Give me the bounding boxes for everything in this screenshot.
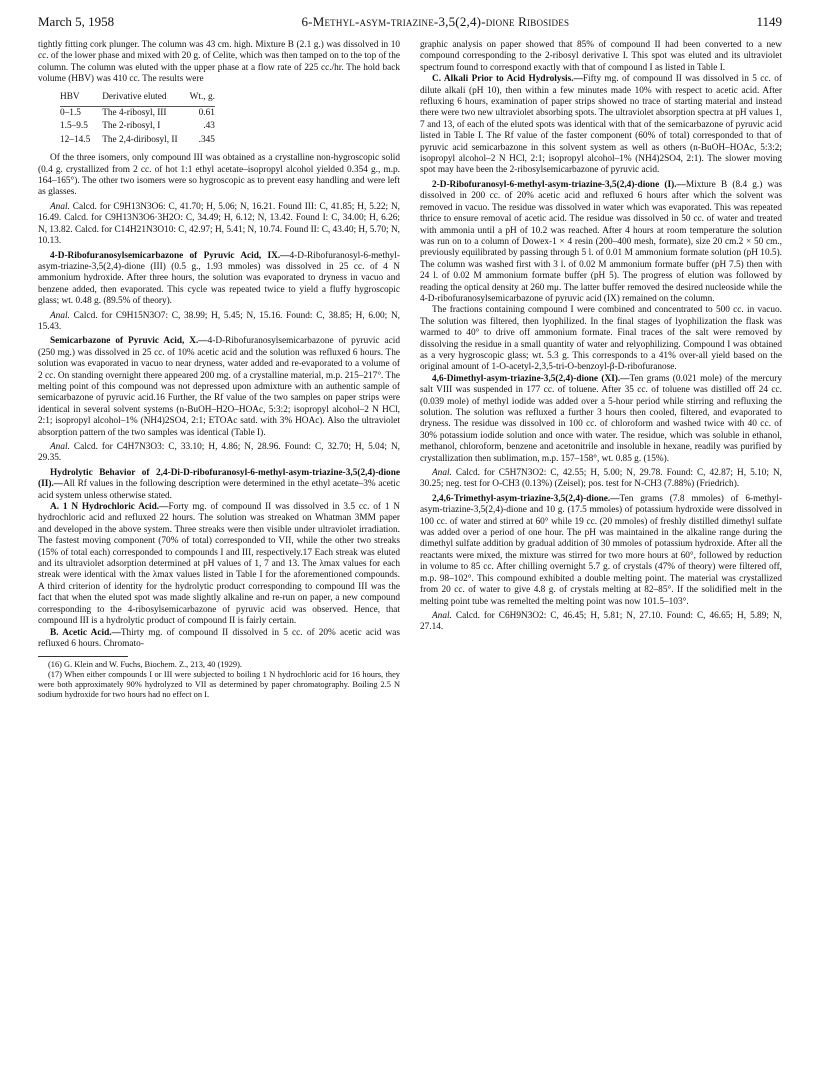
section-heading: C. Alkali Prior to Acid Hydrolysis.— [432,74,583,85]
table-cell: 12–14.5 [60,134,91,145]
table-row [60,120,215,133]
paragraph-fractions: The fractions containing compound I were combined and concentrated to 500 cc. in vacuo. The solution was filtered, then lyophilized. In the final stages of lyophilization the flask was warmed to 40° to drive off ammonium formate. Final traces of the salt were removed by dissolving the residue in a small quantity of water and relyophilizing. Compound I was obtained as a very hygroscopic glass; wt. 5.3 g. This corresponds to a 41% over-all yield based on the original amount of 1-O-acetyl-2,3,5-tri-O-benzoyl-β-D-ribofuranose. [420,305,782,373]
section-heading: 2,4,6-Trimethyl-asym-triazine-3,5(2,4)-dione.— [432,493,620,504]
analysis-block [420,611,782,634]
analysis-label: Anal. [432,468,452,479]
paragraph-column-intro: tightly fitting cork plunger. The column was 43 cm. high. Mixture B (2.1 g.) was dissolved in 10 cc. of the lower phase and mixed with 20 g. of Celite, which was then tamped on to the top of the column. The column was eluted with the upper phase at a flow rate of 225 cc./hr. The hold back volume (HBV) was 410 cc. The results were [38,40,400,85]
right-column [420,40,782,634]
analysis-values: Calcd. for C9H13N3O6: C, 41.70; H, 5.06; N, 16.21. Found III: C, 41.85; H, 5.22; N, 16.49. Calcd. for C9H13N3O6·3H2O: C, 34.49; H, 6.12; N, 13.42. Found I: C, 34.00; H, 6.26; N, 13.82. Calcd. for C14H21N3O10: C, 42.97; H, 5.41; N, 10.74. Found II: C, 43.40; H, 5.70; N, 10.13. [38,201,401,247]
section-ribofuranosylsemicarbazone [38,251,400,308]
analysis-values: Calcd. for C6H9N3O2: C, 46.45; H, 5.81; N, 27.10. Found: C, 46.65; H, 5.89; N, 27.14. [420,610,782,633]
section-body: All Rf values in the following description were determined in the ethyl acetate–3% acetic acid system unless otherwise stated. [38,479,400,501]
section-heading: Hydrolytic Behavior of 2,4-Di-D-ribofuranosyl-6-methyl-asym-triazine-3,5(2,4)-dione (II).— [38,467,400,490]
footnote-17: (17) When either compounds I or III were subjected to boiling 1 N hydrochloric acid for 16 hours, they were both approximately 90% hydrolyzed to VII as determined by paper chromatography. Boiling 2.5 N sodium hydroxide for two hours had no effect on I. [38,670,400,700]
table-cell: 0.61 [198,108,215,119]
section-body: Thirty mg. of compound II dissolved in 5 cc. of 20% acetic acid was refluxed 6 hours. Chromato- [38,627,400,649]
table-header-cell: Wt., g. [190,92,215,107]
section-heading: A. 1 N Hydrochloric Acid.— [50,502,169,513]
paragraph-column-continued: graphic analysis on paper showed that 85% of compound II had been converted to a new compound corresponding to the 2-ribosyl derivative I. This spot was eluted and its ultraviolet spectrum found to correspond exactly with that of compound I as listed in Table I. [420,40,782,73]
analysis-block [420,468,782,491]
section-semicarbazone-pyruvic-acid [38,336,400,439]
table-cell: .43 [203,121,215,132]
table-cell: 0–1.5 [60,108,81,119]
analysis-label: Anal. [50,201,70,212]
analysis-values: Calcd. for C4H7N3O3: C, 33.10; H, 4.86; N, 28.96. Found: C, 32.70; H, 5.04; N, 29.35. [38,442,400,464]
section-dimethyl-triazinedione [420,374,782,465]
section-heading: 4,6-Dimethyl-asym-triazine-3,5(2,4)-dione (XI).— [432,373,630,384]
footnote-divider [38,656,128,657]
section-body: Forty mg. of compound II was dissolved in 3.5 cc. of 1 N hydrochloric acid and refluxed 22 hours. The solution was streaked on Whatman 3MM paper and developed in the above system. Three streaks were then visible under ultraviolet irradiation. The fastest moving component (70% of total) corresponded to VII, while the other two streaks (15% of total each) corresponded to compounds I and III, respectively.17 Each streak was eluted and its ultraviolet adsorption determined at pH values of 1, 7 and 13. The λmax values for each streak were identical with the λmax values listed in Table I for the aforementioned compounds. A third criterion of identity for the hydrolytic product corresponding to compound III was the fact that when the eluted spot was made slightly alkaline and re-run on paper, a new compound corresponding to the 4-ribosylsemicarbazone of pyruvic acid was observed. Hence, that compound III is a hydrolytic product of compound II is fairly certain. [38,502,401,627]
analysis-label: Anal. [50,442,70,452]
section-body: Ten grams (0.021 mole) of the mercury salt VIII was suspended in 177 cc. of toluene. After 35 cc. of toluene was distilled off 24 cc. (0.039 mole) of methyl iodide was added over a 5-hour period while stirring and refluxing the solution. The solution was refluxed a further 3 hours then cooled, filtered, and evaporated to dryness. The residue was dissolved in 100 cc. of chloroform and washed twice with 40 cc. of 30% potassium iodide solution and once with water. The residue, which was soluble in ethanol, methanol, chloroform, benzene and acetonitrile and insoluble in hexane, readily was purified by crystallization then sublimation, m.p. 157–158°, wt. 0.85 g. (15%). [420,373,782,464]
section-heading: B. Acetic Acid.— [50,627,121,638]
section-acetic-acid [38,628,400,651]
table-header-cell: HBV [60,92,102,107]
section-trimethyl-triazinedione [420,494,782,608]
section-heading: 4-D-Ribofuranosylsemicarbazone of Pyruvic Acid, IX.— [50,250,290,261]
section-hydrochloric-acid [38,502,400,627]
section-2-ribofuranosyl-compound-I [420,180,782,305]
table-header-row [60,92,215,107]
section-body: Ten grams (7.8 mmoles) of 6-methyl-asym-triazine-3,5(2,4)-dione and 10 g. (17.5 mmoles) of potassium hydroxide were dissolved in 100 cc. of water and stirred at 60° while 19 cc. (20 mmoles) of freshly distilled dimethyl sulfate was added over a period of one hour. The pH was maintained in the alkaline range during the dimethyl sulfate addition by gradual addition of 30 mmoles of potassium hydroxide. After all the reactants were mixed, the mixture was stirred for two more hours at 60°, followed by reduction in volume to 85 cc. After chilling overnight 5.7 g. of crystals (47% of theory) were filtered off, m.p. 98–102°. This compound exhibited a double melting point. The material was crystallized from 20 cc. of water to give 4.8 g. of crystals melting at 82–85°. If the solidified melt in the melting point tube was remelted the melting point was now 101.5–103°. [420,493,782,607]
analysis-block [38,311,400,334]
running-header [38,14,782,32]
section-heading: Semicarbazone of Pyruvic Acid, X.— [50,336,208,347]
header-date: March 5, 1958 [38,14,115,29]
analysis-block [38,442,400,465]
section-hydrolytic-behavior [38,468,400,502]
table-row [60,134,215,147]
section-body: 4-D-Ribofuranosylsemicarbazone of pyruvic acid (250 mg.) was dissolved in 25 cc. of 10% acetic acid and the solution was refluxed 6 hours. The solution was evaporated in vacuo to near dryness, water added and re-evaporated to a volume of 2 cc. On standing overnight there appeared 200 mg. of a crystalline material, m.p. 215–217°. The melting point of this compound was not depressed upon admixture with an authentic sample of semicarbazone of pyruvic acid.16 Further, the Rf value of the two samples on paper strips were identical in several solvent systems (n-BuOH–H2O–HOAc, 5:3:2; isopropyl alcohol–2 N HCl, 2:1; isopropyl alcohol–1% (NH4)2SO4, 2:1; ETOAc satd. with 3% HOAc). Also the ultraviolet absorption pattern of the two samples was identical (Table I). [38,336,400,438]
paragraph-isomers: Of the three isomers, only compound III was obtained as a crystalline non-hygroscopic solid (0.4 g. crystallized from 2 cc. of hot 1:1 ethyl acetate–isopropyl alcohol yielded 0.354 g., m.p. 164–165°). The other two isomers were so hygroscopic as to prevent easy handling and were left as glasses. [38,153,400,198]
table-cell: .345 [198,134,215,145]
section-alkali-prior-acid [420,74,782,177]
section-heading: 2-D-Ribofuranosyl-6-methyl-asym-triazine-3,5(2,4)-dione (I).— [432,179,686,190]
isomer-elution-table [60,92,215,148]
table-row [60,107,215,121]
footnote-16: (16) G. Klein and W. Fuchs, Biochem. Z., 213, 40 (1929). [48,660,242,670]
left-column [38,40,400,700]
section-body: Mixture B (8.4 g.) was dissolved in 200 cc. of 20% acetic acid and refluxed 6 hours after which the solvent was removed in vacuo. The residue was dissolved in water which was evaporated. This was repeated thrice to ensure removal of acetic acid. The residue was dissolved in 50 cc. of water and treated with ammonia until a pH of 10.2 was reached. After 4 hours at room temperature the solution was run on to a column of Dowex-1 × 4 resin (200–400 mesh, formate), size 20 cm.2 × 50 cm., previously equilibrated by passing through 5 l. of 0.01 M ammonium formate solution (pH 10.5). The column was washed first with 3 l. of 0.02 M ammonium formate buffer (pH 7.5) then with 24 l. of 0.02 M ammonium formate buffer (pH 5). The progress of elution was followed by reading the optical density at 260 mμ. The latter buffer removed the desired nucleoside while the 4-D-ribofuranosylsemicarbazone of pyruvic acid (IX) remained on the column. [420,179,782,304]
table-header-cell: Derivative eluted [102,92,189,107]
table-cell: The 2-ribosyl, I [102,121,161,132]
analysis-values: Calcd. for C5H7N3O2: C, 42.55; H, 5.00; N, 29.78. Found: C, 42.87; H, 5.10; N, 30.25; neg. test for O-CH3 (0.13%) (Zeisel); pos. test for N-CH3 (7.88%) (Friedrich). [420,468,782,490]
table-cell: The 4-ribosyl, III [102,108,167,119]
analysis-values: Calcd. for C9H15N3O7: C, 38.99; H, 5.45; N, 15.16. Found: C, 38.85; H, 6.00; N, 15.43. [38,310,401,332]
table-cell: 1.5–9.5 [60,121,88,132]
section-body: 4-D-Ribofuranosyl-6-methyl-asym-triazine-3,5(2,4)-dione (III) (0.5 g., 1.93 mmoles) was dissolved in 25 cc. of 4 N ammonium hydroxide. After three hours, the solution was evaporated to dryness in vacuo and benzene added, then evaporated. This cycle was repeated twice to yield a fluffy hygroscopic glass; wt. 0.48 g. (89.5% of theory). [38,250,400,307]
section-body: Fifty mg. of compound II was dissolved in 5 cc. of dilute alkali (pH 10), then within a few minutes made 10% with respect to acetic acid. After refluxing 6 hours, examination of paper strips showed no trace of starting material and instead there were two new ultraviolet absorbing spots. The ultraviolet absorption spectra at pH values 1, 7 and 13, of each of the eluted spots was identical with that of the semicarbazone of pyruvic acid listed in Table I. The Rf value of the faster component (60% of total) corresponded to that of pyruvic acid semicarbazone in this solvent system as well as others (n-BuOH–HOAc, 5:3:2; isopropyl alcohol–2 N HCl, 2:1; isopropyl alcohol–1% (NH4)2SO4, 2:1). The slower moving spot may have been the 2-ribosylsemicarbazone of pyruvic acid. [420,74,782,176]
table-cell: The 2,4-diribosyl, II [102,134,178,145]
analysis-block [38,202,400,248]
analysis-label: Anal. [50,310,70,321]
header-title: 6-Methyl-asym-triazine-3,5(2,4)-dione Ribosides [301,14,570,29]
header-page-number: 1149 [756,14,782,29]
analysis-label: Anal. [432,610,452,621]
